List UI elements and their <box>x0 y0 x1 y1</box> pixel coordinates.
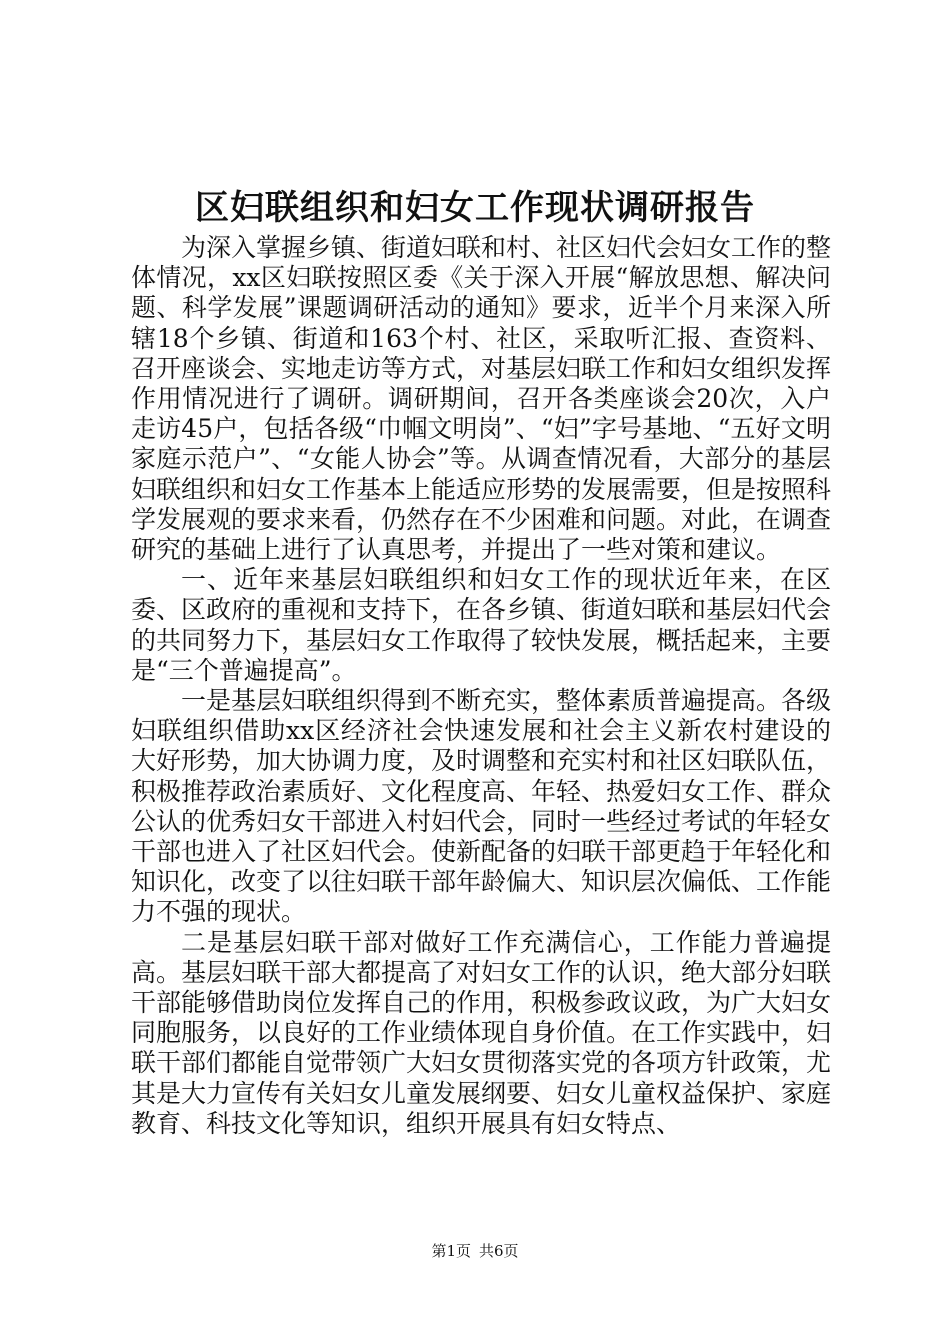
paragraph-point-one: 一是基层妇联组织得到不断充实，整体素质普遍提高。各级妇联组织借助xx区经济社会快速发展和社会主义新农村建设的大好形势，加大协调力度，及时调整和充实村和社区妇联队伍，积极推荐政治素质好、文化程度高、年轻、热爱妇女工作、群众公认的优秀妇女干部进入村妇代会，同时一些经过考试的年轻女干部也进入了社区妇代会。使新配备的妇联干部更趋于年轻化和知识化，改变了以往妇联干部年龄偏大、知识层次偏低、工作能力不强的现状。 <box>131 686 832 927</box>
document-title: 区妇联组织和妇女工作现状调研报告 <box>195 188 755 228</box>
page-total: 共6页 <box>479 1242 519 1260</box>
document-body <box>131 233 831 1139</box>
paragraph-intro: 为深入掌握乡镇、街道妇联和村、社区妇代会妇女工作的整体情况，xx区妇联按照区委《关于深入开展“解放思想、解决问题、科学发展”课题调研活动的通知》要求，近半个月来深入所辖18个乡镇、街道和163个村、社区，采取听汇报、查资料、召开座谈会、实地走访等方式，对基层妇联工作和妇女组织发挥作用情况进行了调研。调研期间，召开各类座谈会20次，入户走访45户，包括各级“巾帼文明岗”、“妇”字号基地、“五好文明家庭示范户”、“女能人协会”等。从调查情况看，大部分的基层妇联组织和妇女工作基本上能适应形势的发展需要，但是按照科学发展观的要求来看，仍然存在不少困难和问题。对此，在调查研究的基础上进行了认真思考，并提出了一些对策和建议。 <box>131 233 832 565</box>
paragraph-section-one: 一、近年来基层妇联组织和妇女工作的现状近年来，在区委、区政府的重视和支持下，在各乡镇、街道妇联和基层妇代会的共同努力下，基层妇女工作取得了较快发展，概括起来，主要是“三个普遍提高”。 <box>131 565 832 685</box>
paragraph-point-two: 二是基层妇联干部对做好工作充满信心，工作能力普遍提高。基层妇联干部大都提高了对妇女工作的认识，绝大部分妇联干部能够借助岗位发挥自己的作用，积极参政议政，为广大妇女同胞服务，以良好的工作业绩体现自身价值。在工作实践中，妇联干部们都能自觉带领广大妇女贯彻落实党的各项方针政策，尤其是大力宣传有关妇女儿童发展纲要、妇女儿童权益保护、家庭教育、科技文化等知识，组织开展具有妇女特点、 <box>131 927 832 1138</box>
page-number: 第1页 <box>431 1242 471 1260</box>
page-footer <box>0 1241 950 1261</box>
